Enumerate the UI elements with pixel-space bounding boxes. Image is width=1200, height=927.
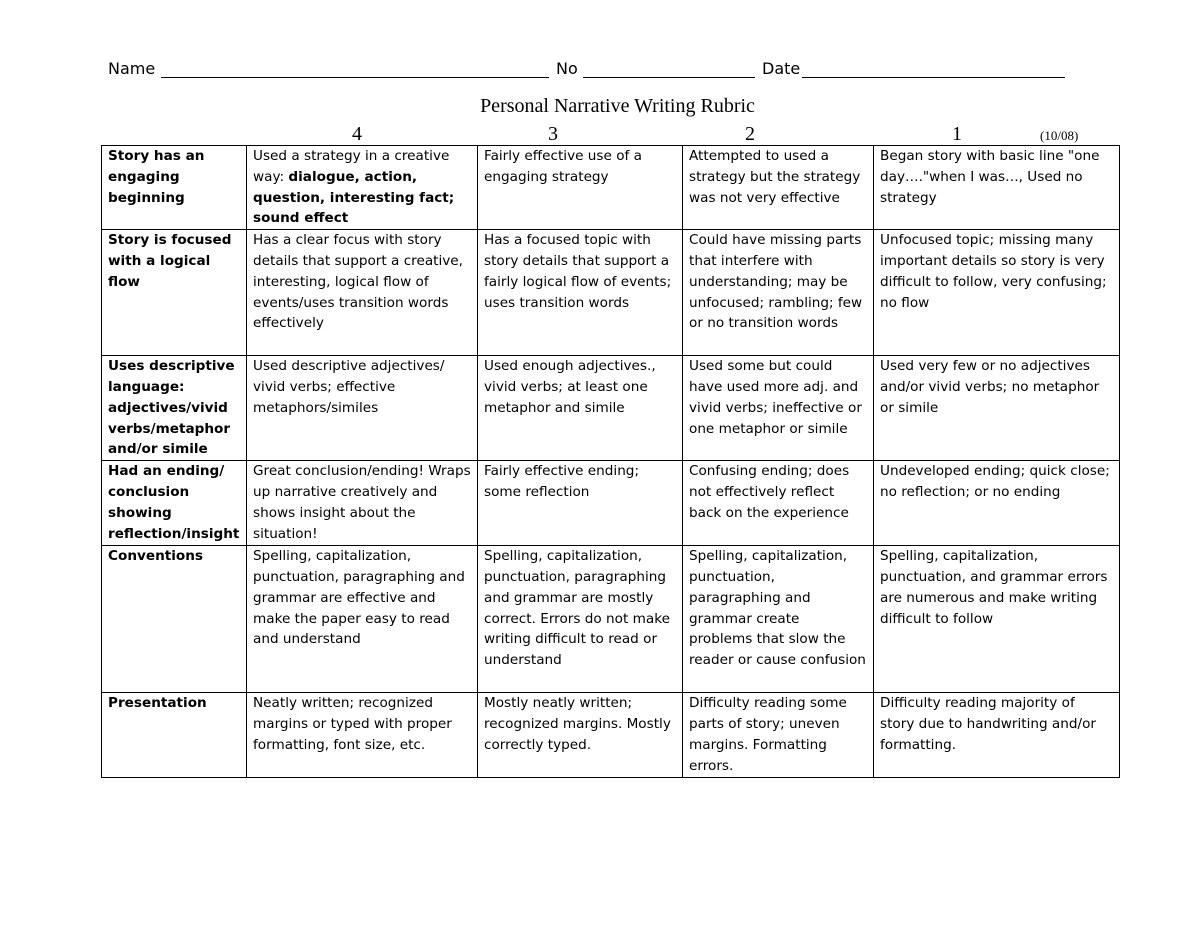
- cell-text: Used a strategy in a creative way:: [253, 148, 450, 185]
- number-label: No: [556, 59, 578, 78]
- name-field[interactable]: [161, 77, 549, 78]
- rubric-cell: Fairly effective ending; some reflection: [478, 461, 683, 546]
- table-row: [102, 146, 1120, 230]
- criterion-cell: Conventions: [102, 546, 247, 693]
- rubric-cell: Difficulty reading some parts of story; uneven margins. Formatting errors.: [683, 693, 874, 778]
- criterion-cell: Story is focused with a logical flow: [102, 230, 247, 356]
- score-heading-3: 3: [548, 123, 558, 145]
- rubric-cell: Undeveloped ending; quick close; no reflection; or no ending: [874, 461, 1120, 546]
- rubric-cell: Neatly written; recognized margins or typed with proper formatting, font size, etc.: [247, 693, 478, 778]
- name-label: Name: [108, 59, 156, 78]
- rubric-cell: Used very few or no adjectives and/or vivid verbs; no metaphor or simile: [874, 356, 1120, 461]
- date-label: Date: [762, 59, 801, 78]
- rubric-cell: Could have missing parts that interfere with understanding; may be unfocused; rambling; few or no transition words: [683, 230, 874, 356]
- table-row: [102, 693, 1120, 778]
- criterion-cell: Story has an engaging beginning: [102, 146, 247, 230]
- version-date: (10/08): [1040, 128, 1079, 143]
- score-heading-2: 2: [745, 123, 755, 145]
- rubric-cell: Confusing ending; does not effectively reflect back on the experience: [683, 461, 874, 546]
- rubric-cell: Fairly effective use of a engaging strategy: [478, 146, 683, 230]
- rubric-cell: Used descriptive adjectives/ vivid verbs; effective metaphors/similes: [247, 356, 478, 461]
- criterion-cell: Uses descriptive language: adjectives/vivid verbs/metaphor and/or simile: [102, 356, 247, 461]
- criterion-cell: Presentation: [102, 693, 247, 778]
- rubric-cell: Great conclusion/ending! Wraps up narrative creatively and shows insight about the situation!: [247, 461, 478, 546]
- rubric-cell: Mostly neatly written; recognized margins. Mostly correctly typed.: [478, 693, 683, 778]
- score-heading-1: 1: [952, 123, 962, 145]
- criterion-cell: Had an ending/ conclusion showing reflection/insight: [102, 461, 247, 546]
- table-row: [102, 461, 1120, 546]
- rubric-cell: Has a clear focus with story details that support a creative, interesting, logical flow of events/uses transition words effectively: [247, 230, 478, 356]
- rubric-cell: Spelling, capitalization, punctuation, paragraphing and grammar are mostly correct. Errors do not make writing difficult to read or understand: [478, 546, 683, 693]
- rubric-cell: Attempted to used a strategy but the strategy was not very effective: [683, 146, 874, 230]
- score-heading-4: 4: [352, 123, 362, 145]
- table-row: [102, 230, 1120, 356]
- rubric-cell: [247, 146, 478, 230]
- student-info-line: [108, 58, 1078, 82]
- rubric-title: Personal Narrative Writing Rubric: [480, 95, 755, 117]
- rubric-cell: Spelling, capitalization, punctuation, paragraphing and grammar are effective and make the paper easy to read and understand: [247, 546, 478, 693]
- rubric-cell: Used enough adjectives., vivid verbs; at least one metaphor and simile: [478, 356, 683, 461]
- number-field[interactable]: [583, 77, 755, 78]
- rubric-cell: Difficulty reading majority of story due to handwriting and/or formatting.: [874, 693, 1120, 778]
- table-row: [102, 356, 1120, 461]
- rubric-cell: Used some but could have used more adj. and vivid verbs; ineffective or one metaphor or simile: [683, 356, 874, 461]
- date-field[interactable]: [802, 77, 1065, 78]
- rubric-table: [101, 145, 1120, 778]
- rubric-cell: Has a focused topic with story details that support a fairly logical flow of events; uses transition words: [478, 230, 683, 356]
- rubric-cell: Spelling, capitalization, punctuation, paragraphing and grammar create problems that slow the reader or cause confusion: [683, 546, 874, 693]
- table-row: [102, 546, 1120, 693]
- cell-text-bold: dialogue, action, question, interesting fact; sound effect: [253, 168, 455, 227]
- rubric-cell: Began story with basic line "one day…."when I was…, Used no strategy: [874, 146, 1120, 230]
- rubric-cell: Unfocused topic; missing many important details so story is very difficult to follow, very confusing; no flow: [874, 230, 1120, 356]
- rubric-cell: Spelling, capitalization, punctuation, and grammar errors are numerous and make writing difficult to follow: [874, 546, 1120, 693]
